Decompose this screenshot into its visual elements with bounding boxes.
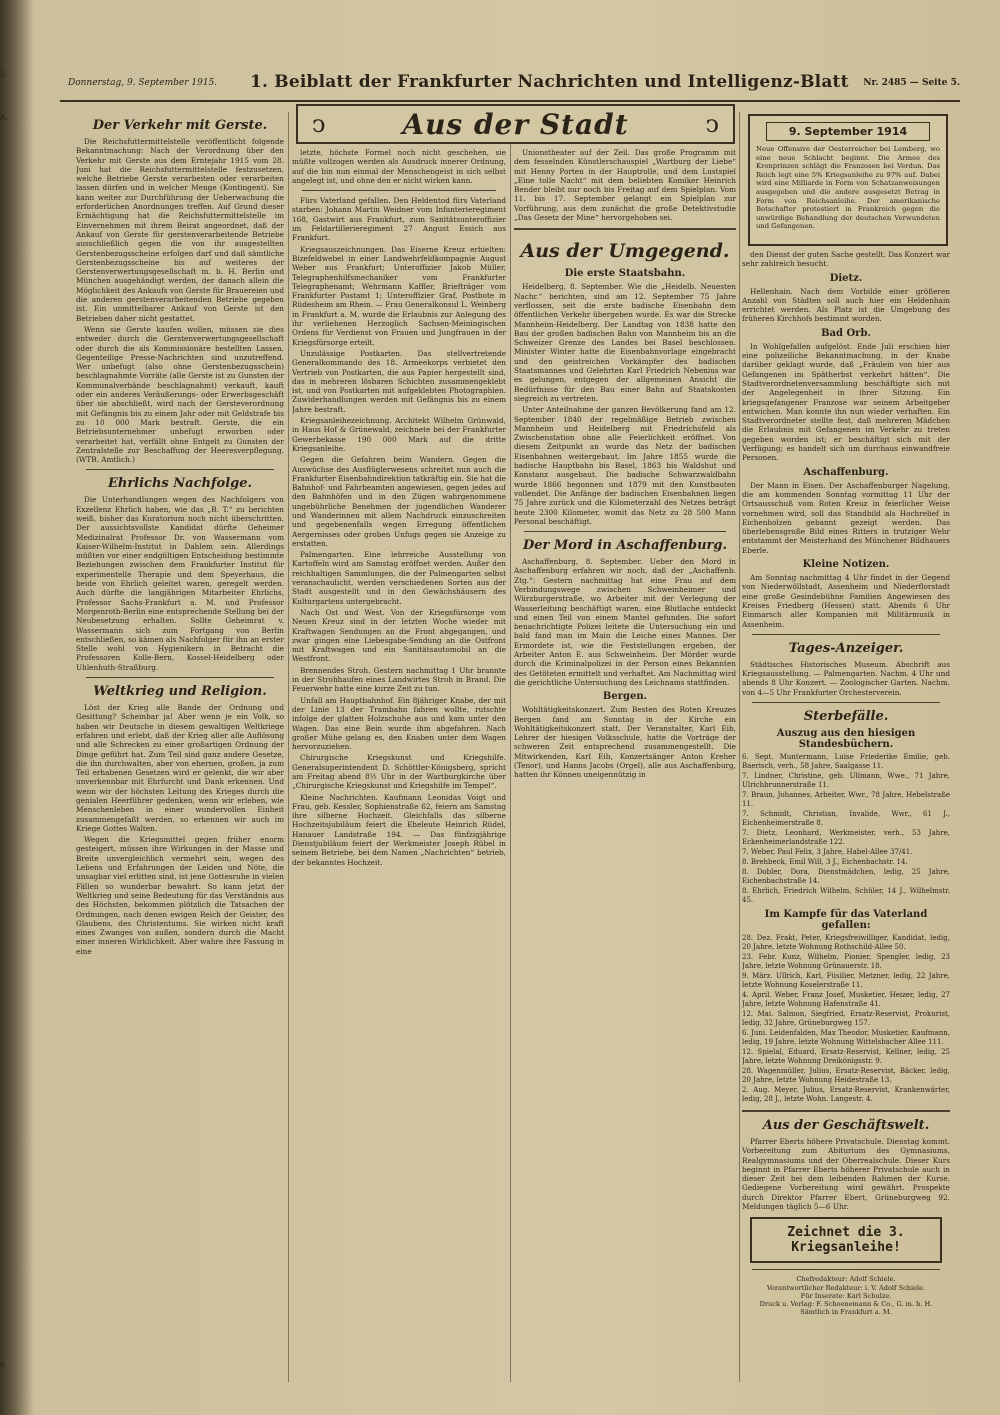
article-paragraph: Palmengarten. Eine lehrreiche Ausstellung von Kartoffeln wird am Samstag eröffnet werden. Außer den reichhaltigen Sammlungen, die der Palmengarten selbst veranschaulicht, werden verschiedenen Sorten aus der Stadt ausgestellt und in den Gewächshäusern des Kulturgartens untergebracht. <box>292 550 506 606</box>
imprint-line: Verantwortlicher Redakteur: i. V. Adolf Schiele. <box>766 1283 926 1292</box>
anniversary-text: Neue Offensive der Oesterreicher bei Lemberg, wo eine neue Schlacht beginnt. Die Armee des Kronprinzen schlägt die Franzosen bei Verdun. Das Reich legt eine 5% Kriegsanleihe zu 97% auf. Dabei wird eine Milliarde in Form von Schatzanweisungen ausgegeben und die andere ausgesetzt Betrag in Form von Reichsanleihe. Der amerikanische Botschafter protestiert in Frankreich gegen die unwürdige Behandlung der deutschen Verwundeten und Gefangenen. <box>756 145 940 231</box>
article-paragraph: Kriegsanleihezeichnung. Architekt Wilhelm Grünwald, in Haus Hof & Grünewald, zeichnete bei der Frankfurter Gewerbekasse 190 000 Mark auf die dritte Kriegsanleihe. <box>292 416 506 453</box>
edge-fragment: A. <box>0 113 9 122</box>
article-paragraph: Die Unterhandlungen wegen des Nachfolgers von Exzellenz Ehrlich haben, wie das „B. T.“ zu berichten weiß, bisher das Kuratorium noch nicht überschritten. Der aussichtsvollste Kandidat dürfte Geheimer Medizinalrat Professor Dr. von Wassermann vom Kaiser-Wilhelm-Institut in Dahlem sein. Allerdings müßten vor einer endgültigen Entscheidung bestimmte Beziehungen zwischen dem Frankfurter Institut für experimentelle Therapie und dem Speyerhaus, die beide von Ehrlich geleitet waren, geregelt werden. Auch dürfte die langjährigen Mitarbeiter Ehrlichs, Professor Sachs-Frankfurt a. M. und Professor Morgenroth-Berlin eine entsprechende Stellung bei der Neubesetzung erhalten. Sollte Geheimrat v. Wassermann sich zum Fortgang von Berlin entschließen, so kämen als Nachfolger für ihn an erster Stelle wohl von Hygienikern in Betracht die Professoren Kolle-Bern, Kossel-Heidelberg oder Uhlenhuth-Straßburg. <box>76 495 284 672</box>
article-heading: Der Mord in Aschaffenburg. <box>522 538 728 554</box>
list-item: 4. April. Weber, Franz Josef, Musketier, Heizer, ledig, 27 Jahre, letzte Wohnung Hafenstraße 41. <box>742 990 950 1008</box>
divider <box>524 531 726 532</box>
masthead <box>60 70 960 102</box>
anniversary-box <box>748 114 948 246</box>
ornament-icon: ↄ <box>705 110 719 138</box>
list-item: 7. Braun, Johannes, Arbeiter, Wwr., 78 Jahre, Hebelstraße 11. <box>742 790 950 808</box>
edge-fragment: n <box>0 1360 6 1369</box>
article-paragraph: In Wohlgefallen aufgelöst. Ende Juli erschien hier eine polizeiliche Bekanntmachung, in der Knabe darüber geklagt wurde, daß „Fräulein von hier aus Gefangenen im Spätherbst verkehrt hätten“. Die Stadtverordnetenversammlung beschäftigte sich mit der Angelegenheit in ihrer Sitzung. Ein kriegsgefangener Franzose war seinem Arbeitgeber entwichen. Man konnte ihn nun wieder verhaften. Ein Stadtverordneter stellte fest, daß mehreren Mädchen die Erlaubnis mit Gefangenen im Verkehr zu treten gegeben worden ist; er beschäftigt sich mit der Verfügung; es handelt sich um durchaus einwandfreie Personen. <box>742 341 950 463</box>
section-title: Aus der Stadt <box>402 108 629 141</box>
masthead-issue: Nr. 2485 — Seite 5. <box>863 78 960 88</box>
list-item: 7. Lindner, Christine, geb. Ullmann, Wwe., 71 Jahre, Ulrichbrunnerstraße 11. <box>742 771 950 789</box>
list-item: 9. März. Ullrich, Karl, Füsilier, Metzner, ledig, 22 Jahre, letzte Wohnung Koselerstraße 11. <box>742 971 950 989</box>
column-rule <box>739 112 740 1382</box>
divider <box>86 469 274 470</box>
war-loan-ad: Zeichnet die 3. Kriegsanleihe! <box>750 1217 942 1263</box>
imprint <box>742 1275 950 1316</box>
column-2 <box>292 148 506 1382</box>
column-4 <box>742 250 950 1382</box>
list-item: 7. Dietz, Leonhard, Werkmeister, verh., 53 Jahre, Eckenheimerlandstraße 122. <box>742 828 950 846</box>
column-rule <box>288 112 289 1382</box>
article-subheading: Auszug aus den hiesigen Standesbüchern. <box>776 727 916 750</box>
article-heading: Tages-Anzeiger. <box>788 640 904 656</box>
divider <box>752 1269 940 1270</box>
article-paragraph: Unter Anteilnahme der ganzen Bevölkerung fand am 12. September 1840 der regelmäßige Betrieb zwischen Mannheim und Heidelberg mit Friedrichsfeld als Zwischenstation ohne alle Feierlichkeit eröffnet. Von diesem Zeitpunkt an wurde das Netz der badischen Eisenbahnen weitergebaut. Im Jahre 1855 wurde die badische Hauptbahn bis Basel, 1863 bis Waldshut und Konstanz ausgebaut. Die badische Schwarzwaldbahn wurde 1866 begonnen und 1879 mit den Kunstbauten vollendet. Die Anfänge der badischen Eisenbahnen liegen 75 Jahre zurück und die Kilometerzahl des Netzes beträgt heute 2300 Kilometer, womit das Netz zu 28 500 Mann Personal beschäftigt. <box>514 405 736 526</box>
article-paragraph: Kriegsauszeichnungen. Das Eiserne Kreuz erhielten: Bizefeldwebel in einer Landwehrfeldkompagnie August Weber aus Frankfurt; Unteroffizier Jakob Müller, Telegraphenhilfsmechaniker vom Frankfurter Telegraphenamt; Wehrmann Kaffler, Briefträger vom Frankfurter Postamt 1; Unteroffizier Graf, Postbote in Rüdesheim am Rhein. — Frau Generalkonsul L. Weinberg in Frankfurt a. M. wurde die Erlaubnis zur Anlegung des ihr verliehenen Herzoglich Sachsen-Meiningischen Ordens für Verdienst von Frauen und Jungfrauen in der Kriegsfürsorge erteilt. <box>292 244 506 347</box>
ornament-icon: ↄ <box>312 110 326 138</box>
column-1 <box>76 112 284 1382</box>
imprint-line: Chefredakteur: Adolf Schiele. <box>796 1275 896 1284</box>
article-paragraph: Unzulässige Postkarten. Das stellvertretende Generalkommando des 18. Armeekorps verbietet den Vertrieb von Postkarten, die aus Papier hergestellt sind, das in mehreren lösbaren Schichten zusammengeklebt ist, und von Postkarten mit aufgeklebten Photographien. Zuwiderhandlungen werden mit Gefängnis bis zu einem Jahre bestraft. <box>292 348 506 414</box>
article-subheading: Kleine Notizen. <box>802 559 890 571</box>
article-paragraph: Nach Ost und West. Von der Kriegsfürsorge vom Neuen Kreuz sind in der letzten Woche wieder mit Kraftwagen Sendungen an die Front abgegangen, und zwar gingen eine Liebesgabe-Sendung an die Ostfront mit Kraftwagen und ein Sanitätsautomobil an die Westfront. <box>292 607 506 664</box>
article-paragraph: Löst der Krieg alle Bande der Ordnung und Gesittung? Scheinbar ja! Aber wenn je ein Volk, so haben wir Deutsche in diesem gewaltigen Weltkriege erfahren und erlebt, daß der Krieg aller alle Auflösung und alle Schrecken zu einer großartigen Ordnung der Dinge geführt hat. Zum Teil sind ganz andere Gesetze, die ihn durchwalten, aber von ehernen, großen, ja zum Teil erhabenen Gesetzen wird er gelenkt, die wir aber unverkennbar mit Ehrfurcht und Dank erkennen. Und wenn wir der höchsten Leitung des Krieges durch die genialen Heerführer gedenken, wenn wir erleben, wie Menschenleben in einer wundervollen Einheit zusammengefaßt werden, so erkennen wir auch im Kriege Gottes Walten. <box>76 703 284 833</box>
imprint-line: Sämtlich in Frankfurt a. M. <box>800 1308 892 1317</box>
article-paragraph: Pfarrer Eberts höhere Privatschule. Dienstag kommt. Vorbereitung zum Abiturium des Gymnasiums, Realgymnasiums und der Oberrealschule. Dieser Kurs beginnt in Pfarrer Eberts höherer Privatschule auch in dieser Zeit bei dem leibenden Rahmen der Kurse. Gediegene Vorbereitung wird gewährt. Prospekte durch Direktor Pfarrer Ebert, Grüneburgweg 92. Meldungen täglich 5—6 Uhr. <box>742 1136 950 1212</box>
divider <box>752 634 940 635</box>
article-subheading: Bergen. <box>602 691 648 703</box>
anniversary-date: 9. September 1914 <box>766 122 930 141</box>
list-item: 12. Spielal, Eduard, Ersatz-Reservist, Kellner, ledig, 25 Jahre, letzte Wohnung Dreikönigsstr. 9. <box>742 1047 950 1065</box>
article-subheading: Dietz. <box>829 272 863 284</box>
list-item: 2. Aug. Meyer, Julius, Ersatz-Reservist, Krankenwärter, ledig, 28 J., letzte Wohn. Langestr. 4. <box>742 1085 950 1103</box>
section-heading: Aus der Umgegend. <box>520 240 730 263</box>
article-subheading: Aschaffenburg. <box>803 466 889 478</box>
list-item: 6. Juni. Leidenfalden, Max Theodor, Musketier, Kaufmann, ledig, 19 Jahre, letzte Wohnung Wittelsbacher Allee 111. <box>742 1028 950 1046</box>
article-paragraph: Die Reichsfuttermittelstelle veröffentlicht folgende Bekanntmachung: Nach der Verordnung über den Verkehr mit Gerste aus dem Erntejahr 1915 vom 28. Juni hat die Reichsfuttermittelstelle festzusetzen, welche Betriebe Gerste verarbeiten oder verarbeiten lassen dürfen und in welcher Menge (Kontingent). Sie kann weiter zur Durchführung der Ueberwachung die erforderlichen Anordnungen treffen. Auf Grund dieser Ermächtigung hat die Reichsfuttermittelstelle im Einvernehmen mit ihrem Beirat angeordnet, daß der Ankauf von Gerste für gerstenverarbeitende Betriebe ausschließlich gegen die von ihr ausgestellten Gerstenbezugsscheine erfolgen darf und daß sämtliche Gerstenbezugsscheine bis auf weiteres der Gerstenverwertungsgesellschaft m. b. H. Berlin und München ausgehändigt werden, der danach allein die Möglichkeit des Ankaufs von Gerste für Brauereien und die anderen gerstenverarbeitenden Betriebe gegeben ist. Ein unmittelbarer Ankauf von Gerste ist den Betrieben daher nicht gestattet. <box>76 137 284 323</box>
article-paragraph: Städtisches Historisches Museum. Abschrift aus Kriegsausstellung. — Palmengarten. Nachm. 4 Uhr und abends 8 Uhr Konzert. — Zoologischer Garten. Nachm. von 4—5 Uhr Frankfurter Orchesterverein. <box>742 659 950 697</box>
article-heading: Der Verkehr mit Gerste. <box>92 118 268 133</box>
list-item: 23. Febr. Kunz, Wilhelm, Pionier, Spengler, ledig, 23 Jahre, letzte Wohnung Grünauerstr. 18. <box>742 952 950 970</box>
imprint-line: Für Inserate: Karl Schulze. <box>800 1291 892 1300</box>
article-paragraph: Hellenhain. Nach dem Vorbilde einer größeren Anzahl von Städten soll auch hier ein Heldenhain errichtet werden. Als Platz ist die Umgebung des früheren Kirchhofs bestimmt worden. <box>742 286 950 324</box>
list-item: 8. Brehbeck, Emil Will, 3 J., Eichenbachstr. 14. <box>742 857 908 866</box>
article-paragraph: Chirurgische Kriegskunst und Kriegshilfe. Generalsuperintendent D. Schöttler-Königsberg, spricht am Freitag abend 8½ Uhr in der Wartburgkirche über „Chirurgische Kriegskunst und Kriegshilfe im Tempel“. <box>292 753 506 791</box>
article-subheading: Die erste Staatsbahn. <box>564 268 686 280</box>
article-paragraph: Unionstheater auf der Zeil. Das große Programm mit dem fesselnden Künstlerschauspiel „Wartburg der Liebe“ mit Henny Porten in der Hauptrolle, und dem Lustspiel „Eine tolle Nacht“ mit dem beliebten Komiker Heinrich Bender bleibt nur noch bis Freitag auf dem Spielplan. Vom 11. bis 17. September gelangt ein Spielplan zur Vorführung, aus dem zunächst die große Detektivstudie „Das Gesetz der Mine“ hervorgehoben sei. <box>514 148 736 223</box>
article-paragraph: Fürs Vaterland gefallen. Den Heldentod fürs Vaterland starben: Johann Martin Weidner vom Infanterieregiment 168, Gastwirt aus Frankfurt, zum Sanitätsunteroffizier im Feldartillerieregiment 27 Angust Essich aus Frankfurt. <box>292 196 506 243</box>
article-heading: Weltkrieg und Religion. <box>93 684 267 700</box>
imprint-line: Druck u. Verlag: F. Schoenemann & Co., G. m. b. H. <box>759 1299 933 1308</box>
article-heading: Aus der Geschäftswelt. <box>762 1117 930 1133</box>
list-item: 28. Wagenmüller, Julius, Ersatz-Reservist, Bäcker, ledig, 20 Jahre, letzte Wohnung Heidestraße 13. <box>742 1066 950 1084</box>
divider <box>742 1110 950 1112</box>
article-paragraph: Brennendes Stroh. Gestern nachmittag 1 Uhr brannte in der Strohhaufen eines Landwirtes Stroh in Brand. Die Feuerwehr hatte eine kurze Zeit zu tun. <box>292 665 506 694</box>
article-paragraph: Heidelberg, 8. September. Wie die „Heidelb. Neuesten Nachr.“ berichten, sind am 12. September 75 Jahre verflossen, seit die erste badische Eisenbahn dem öffentlichen Verkehr übergeben wurde. Es war die Strecke Mannheim-Heidelberg. Der Landtag von 1838 hatte den Bau der großen badischen Bahn von Mannheim bis an die Schweizer Grenze des Landes bei Basel beschlossen. Minister Winter hatte die Eisenbahnvorlage eingebracht und den geistreichen Vorkämpfer des badischen Staatsmannes und Gelehrten Karl Friedrich Nebenius war es gelungen, entgegen der allgemeinen Ansicht die Bedürfnisse für den Bau einer Bahn auf Staatskosten siegreich zu vertreten. <box>514 282 736 403</box>
article-paragraph: Unfall am Hauptbahnhof. Ein 8jähriger Knabe, der mit der Linie 13 der Trambahn fahren wollte, rutschte infolge der glatten Holzschuhe aus und kam unter den Wagen. Das eine Bein wurde ihm abgefahren. Nach großer Mühe gelang es, den Knaben unter dem Wagen hervorzuziehen. <box>292 695 506 752</box>
edge-fragment: 5. <box>0 70 8 79</box>
article-heading: Sterbefälle. <box>803 708 889 724</box>
list-item: 12. Mai. Salmon, Siegfried, Ersatz-Reservist, Prokurist, ledig, 32 Jahre, Grüneburgweg 157. <box>742 1009 950 1027</box>
masthead-title: 1. Beiblatt der Frankfurter Nachrichten und Intelligenz-Blatt <box>250 72 849 92</box>
list-item: 7. Weber, Paul Felix, 3 Jahre, Habel-Allee 37/41. <box>742 847 913 856</box>
article-paragraph: Aschaffenburg, 8. September. Ueber den Mord in Aschaffenburg erfahren wir noch, daß der „Aschaffenb. Ztg.“: Gestern nachmittag hat eine Frau auf dem Verbindungswege zwischen Schweinheimer und Würzburgerstraße, wo Arbeiter mit der Verlegung der Wasserleitung beschäftigt waren, eine Blutlache entdeckt und einen Teil von einem Mantel gefunden. Die sofort benachrichtigte Polizei leitete die Untersuchung ein und bald fand man im Main die Leiche eines Mannes. Der Ermordete ist, wie die Feststellungen ergeben, der Arbeiter Anton E. aus Schweinheim. Der Mörder wurde durch die Kriminalpolizei in der Person eines Bekannten des Getöteten ermittelt und verhaftet. Am Nachmittag wird die gerichtliche Untersuchung des Leichnams stattfinden. <box>514 557 736 687</box>
article-subheading: Im Kampfe für das Vaterland gefallen: <box>764 908 928 931</box>
article-paragraph: Gegen die Gefahren beim Wandern. Gegen die Auswüchse des Ausflüglerwesens schreitet nun auch die Frankfurter Eisenbahndirektion tatkräftig ein. Sie hat die Bahnhof- und Fahrbeamten angewiesen, gegen jedes auf den Bahnhöfen und in den Zügen wahrgenommene ungebührliche Benehmen der jugendlichen Wanderer und Wanderinnen mit allem Nachdruck einzuschreiten und gegebenenfalls wegen Erregung öffentlichen Aergernisses oder groben Unfugs gegen sie Anzeige zu erstatten. <box>292 455 506 548</box>
article-paragraph: Der Mann in Eisen. Der Aschaffenburger Nagelung, die am kommenden Sonntag vormittag 11 Uhr der Ortsausschuß vom Roten Kreuz in feierlicher Weise vornehmen wird, soll das Standbild als Hochrelief in Eichenholzen gebannt gezeigt werden. Das überlebensgroße Bild eines Ritters in trutziger Wehr entstammt der Meisterhand des Münchener Bildhauers Eberle. <box>742 480 950 555</box>
article-paragraph: Kleine Nachrichten. Kaufmann Leonidas Voigt und Frau, geb. Kessler, Sophienstraße 62, feiern am Samstag ihre silberne Hochzeit. Gleichfalls das silberne Hochzeitsjubiläum feiert die Eheleute Heinrich Rüdel, Hanauer Landstraße 194. — Das fünfzigjährige Dienstjubiläum feiert der Werkmeister Joseph Rübel in seinem Betriebe, bei dem Namen „Nachrichten“ betrieb, der bekanntes Hochzeit. <box>292 792 506 867</box>
column-3 <box>514 148 736 1382</box>
list-item: 7. Schmidt, Christian, Invalide, Wwr., 61 J., Eichenheimerstraße 8. <box>742 809 950 827</box>
list-item: 8. Dobler, Dora, Dienstmädchen, ledig, 25 Jahre, Eichenbachstraße 14. <box>742 867 950 885</box>
divider <box>302 190 496 191</box>
deaths-list <box>742 753 950 905</box>
divider <box>514 228 736 230</box>
divider <box>86 677 274 678</box>
list-item: 28. Dez. Frakt, Peter, Kriegsfreiwilliger, Kandidat, ledig, 20 Jahre, letzte Wohnung Rothschild-Allee 50. <box>742 933 950 951</box>
article-subheading: Bad Orb. <box>821 327 871 339</box>
list-item: 6. Sept. Muntermann, Luise Friederike Emilie, geb. Baerisch, verh., 58 Jahre, Saalgasse 11. <box>742 752 950 770</box>
article-paragraph: letzte, höchste Formel noch nicht geschehen, sie müßte vollzogen werden als Ausdruck innerer Ordnung, auf die bin nun einmal der Menschengeist in sich selbst angelegt ist, und ohne den er nicht wirken kann. <box>292 148 506 185</box>
article-heading: Ehrlichs Nachfolge. <box>107 476 253 492</box>
fallen-list <box>742 934 950 1104</box>
article-paragraph: Am Sonntag nachmittag 4 Uhr findet in der Gegend von Niederwöllstadt, Assenheim und Niederflorstadt eine große Gesindebühne Familien Angewiesen des Kreises Friedberg (Hessen) statt. Abends 6 Uhr Einmarsch aller Kompanien mit Militärmusik in Assenheim. <box>742 573 950 629</box>
article-paragraph: den Dienst der guten Sache gestellt. Das Konzert war sehr zahlreich besucht. <box>742 250 950 269</box>
divider <box>752 702 940 703</box>
article-paragraph: Wohltätigkeitskonzert. Zum Besten des Roten Kreuzes Bergen fand am Sonntag in der Kirche ein Wohltätigkeitskonzert statt. Der Veranstalter, Karl Eib, Lehrer der hiesigen Volksschule, hatte die Vorträge der schweren Zeit entsprechend zusammengestellt. Die Mitwirkenden, Karl Eib, Konzertsänger Anton Kreher (Tenor), und Hanns Jacobs (Orgel), alle aus Aschaffenburg, hatten ihr Können uneigennützig in <box>514 705 736 780</box>
list-item: 8. Ehrlich, Friedrich Wilhelm, Schüler, 14 J., Wilhelmstr. 45. <box>742 886 950 904</box>
article-paragraph: Wenn sie Gerste kaufen wollen, müssen sie dies entweder durch die Gerstenverwertungsgesellschaft oder durch die als Kommissionäre bestellten Lassen. Gegenteilige Presse-Nachrichten sind unzutreffend. Wer unbefugt (also ohne Gerstenbezugsschein) beschlagnahmte Vorräte (alle Gerste ist zu Gunsten der Kommunalverbände beschlagnahmt) verkauft, kauft oder ein anderes Veräußerungs- oder Erwerbsgeschäft über sie abschließt, wird nach der Gersteverordnung mit Gefängnis bis zu einem Jahr oder mit Geldstrafe bis zu 10 000 Mark bestraft. Gerste, die ein Betriebsunternehmer unbefugt erworben oder verarbeitet hat, verfällt ohne Entgelt zu Gunsten der Zentralstelle zur Beschaffung der Heeresverpflegung. (WTB. Amtlich.) <box>76 324 284 465</box>
masthead-date: Donnerstag, 9. September 1915. <box>68 78 218 88</box>
article-paragraph: Wegen die Kriegsmittel gegen früher enorm gesteigert, müssen ihre Wirkungen in der Masse und Breite unvergleichlich vermehrt sein, wegen des Lebens und Erfahrungen der Leiden und Nöte, die unsagbar viel erlitten sind, ist jene Gottesruhe in vielen Fällen so wunderbar bewahrt. So kann jetzt der Weltkrieg und seine Bedeutung für das Verständnis aus des Höchsten, bekommen plötzlich die Tatsachen der Ordnungen, nach denen ewigen Reich der Geister, des Glaubens, des Christentums. Sie wirken nicht kraft eines Zwanges von außen, sondern durch die Macht einer inneren Wirklichkeit. Aber wahre ihre Fassung in eine <box>76 835 284 956</box>
column-rule <box>510 112 511 1382</box>
section-banner <box>296 104 735 144</box>
